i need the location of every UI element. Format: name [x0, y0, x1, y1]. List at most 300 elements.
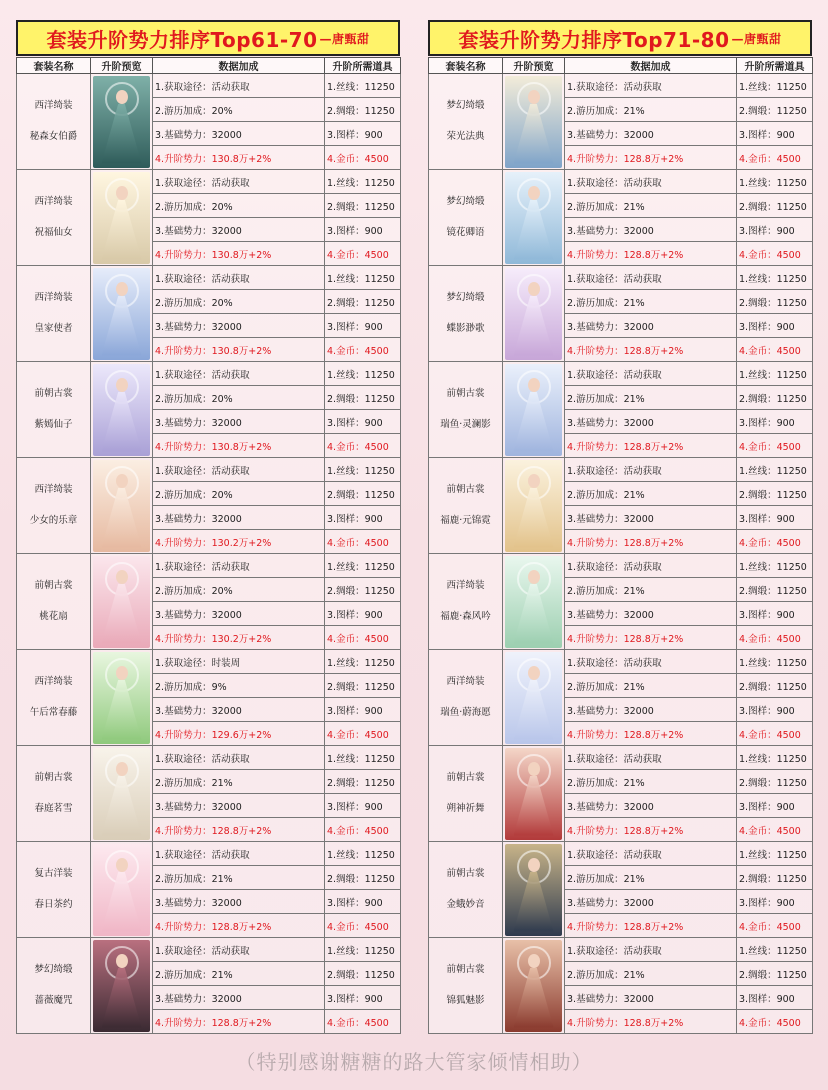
- left-title-main: 套装升阶势力排序Top61-70: [46, 27, 318, 52]
- bonus-cell: 3.基础势力：32000: [153, 890, 325, 914]
- table-row: [17, 938, 401, 962]
- bonus-cell: 1.获取途径：活动获取: [565, 170, 737, 194]
- item-cell: 2.绸缎：11250: [737, 866, 813, 890]
- footer-credit: （特别感谢糖糖的路大管家倾情相助）: [235, 1050, 593, 1074]
- suit-preview-image: [93, 652, 150, 744]
- suit-preview: [503, 362, 565, 458]
- bonus-cell: 2.游历加成：20%: [153, 482, 325, 506]
- item-cell: 2.绸缎：11250: [325, 290, 401, 314]
- suit-name: 瑞鱼·蔚海愿: [440, 706, 491, 718]
- item-cell: 2.绸缎：11250: [737, 194, 813, 218]
- bonus-cell: 3.基础势力：32000: [565, 506, 737, 530]
- suit-preview: [503, 74, 565, 170]
- table-row: [429, 266, 813, 290]
- bonus-cell: 2.游历加成：21%: [153, 770, 325, 794]
- item-cell: 3.图样：900: [325, 314, 401, 338]
- suit-preview: [503, 554, 565, 650]
- right-table: [428, 57, 813, 1034]
- suit-type: 前朝古裳: [34, 387, 73, 399]
- bonus-cell: 2.游历加成：20%: [153, 98, 325, 122]
- item-cell: 4.金币：4500: [737, 626, 813, 650]
- item-cell: 3.图样：900: [325, 602, 401, 626]
- suit-name: 春庭茗雪: [34, 802, 73, 814]
- item-cell: 1.丝线：11250: [325, 266, 401, 290]
- bonus-cell: 2.游历加成：21%: [565, 674, 737, 698]
- bonus-cell: 2.游历加成：9%: [153, 674, 325, 698]
- item-cell: 2.绸缎：11250: [325, 98, 401, 122]
- bonus-cell: 4.升阶势力：128.8万+2%: [153, 818, 325, 842]
- suit-type: 前朝古裳: [446, 963, 485, 975]
- bonus-cell: 4.升阶势力：128.8万+2%: [565, 338, 737, 362]
- suit-name: 皇家使者: [34, 322, 73, 334]
- suit-type: 前朝古裳: [34, 771, 73, 783]
- left-table-body: [17, 74, 401, 1034]
- item-cell: 3.图样：900: [325, 218, 401, 242]
- suit-type: 西洋绮装: [34, 483, 73, 495]
- suit-name: 朔神祈舞: [446, 802, 485, 814]
- suit-type: 复古洋装: [34, 867, 73, 879]
- item-cell: 3.图样：900: [737, 890, 813, 914]
- table-row: [17, 458, 401, 482]
- bonus-cell: 2.游历加成：20%: [153, 578, 325, 602]
- bonus-cell: 3.基础势力：32000: [565, 698, 737, 722]
- bonus-cell: 4.升阶势力：128.8万+2%: [565, 818, 737, 842]
- suit-preview: [91, 938, 153, 1034]
- item-cell: 2.绸缎：11250: [737, 770, 813, 794]
- bonus-cell: 4.升阶势力：130.2万+2%: [153, 626, 325, 650]
- bonus-cell: 2.游历加成：21%: [565, 578, 737, 602]
- suit-name: 桃花扇: [39, 610, 68, 622]
- item-cell: 1.丝线：11250: [325, 554, 401, 578]
- item-cell: 3.图样：900: [737, 218, 813, 242]
- suit-type: 西洋绮装: [34, 195, 73, 207]
- bonus-cell: 3.基础势力：32000: [565, 986, 737, 1010]
- bonus-cell: 3.基础势力：32000: [565, 410, 737, 434]
- suit-type: 梦幻绮缎: [446, 195, 485, 207]
- table-row: [17, 650, 401, 674]
- suit-name-cell: [429, 170, 503, 266]
- bonus-cell: 3.基础势力：32000: [565, 122, 737, 146]
- item-cell: 3.图样：900: [737, 794, 813, 818]
- suit-type: 前朝古裳: [446, 483, 485, 495]
- item-cell: 2.绸缎：11250: [737, 482, 813, 506]
- bonus-cell: 4.升阶势力：128.8万+2%: [565, 626, 737, 650]
- header-items: 升阶所需道具: [325, 58, 401, 74]
- item-cell: 1.丝线：11250: [325, 458, 401, 482]
- bonus-cell: 3.基础势力：32000: [565, 314, 737, 338]
- item-cell: 1.丝线：11250: [737, 170, 813, 194]
- suit-preview-image: [505, 76, 562, 168]
- item-cell: 4.金币：4500: [325, 338, 401, 362]
- item-cell: 2.绸缎：11250: [325, 674, 401, 698]
- suit-preview: [91, 74, 153, 170]
- left-title: [16, 20, 400, 56]
- suit-preview: [91, 746, 153, 842]
- bonus-cell: 1.获取途径：活动获取: [565, 554, 737, 578]
- bonus-cell: 1.获取途径：活动获取: [565, 362, 737, 386]
- table-row: [17, 362, 401, 386]
- bonus-cell: 4.升阶势力：130.2万+2%: [153, 530, 325, 554]
- item-cell: 4.金币：4500: [325, 146, 401, 170]
- table-row: [429, 746, 813, 770]
- suit-name: 锦狐魅影: [446, 994, 485, 1006]
- table-row: [17, 842, 401, 866]
- bonus-cell: 4.升阶势力：129.6万+2%: [153, 722, 325, 746]
- suit-preview-image: [505, 844, 562, 936]
- table-row: [429, 650, 813, 674]
- item-cell: 3.图样：900: [737, 314, 813, 338]
- suit-name: 荣光法典: [446, 130, 485, 142]
- item-cell: 4.金币：4500: [325, 434, 401, 458]
- suit-name-cell: [429, 266, 503, 362]
- suit-preview-image: [505, 364, 562, 456]
- bonus-cell: 1.获取途径：活动获取: [565, 266, 737, 290]
- suit-preview-image: [505, 172, 562, 264]
- left-title-author: —唐甄甜: [319, 31, 370, 46]
- item-cell: 1.丝线：11250: [325, 746, 401, 770]
- item-cell: 2.绸缎：11250: [737, 578, 813, 602]
- item-cell: 3.图样：900: [325, 410, 401, 434]
- item-cell: 4.金币：4500: [737, 434, 813, 458]
- suit-preview-image: [505, 556, 562, 648]
- item-cell: 1.丝线：11250: [325, 842, 401, 866]
- header-suit-name: 套装名称: [17, 58, 91, 74]
- item-cell: 1.丝线：11250: [737, 74, 813, 98]
- table-row: [429, 74, 813, 98]
- item-cell: 3.图样：900: [737, 122, 813, 146]
- item-cell: 3.图样：900: [325, 986, 401, 1010]
- table-row: [17, 746, 401, 770]
- bonus-cell: 4.升阶势力：128.8万+2%: [565, 1010, 737, 1034]
- suit-preview-image: [505, 748, 562, 840]
- bonus-cell: 2.游历加成：21%: [565, 866, 737, 890]
- item-cell: 4.金币：4500: [737, 242, 813, 266]
- item-cell: 2.绸缎：11250: [325, 770, 401, 794]
- header-data-bonus: 数据加成: [565, 58, 737, 74]
- item-cell: 2.绸缎：11250: [737, 674, 813, 698]
- bonus-cell: 1.获取途径：活动获取: [153, 554, 325, 578]
- suit-preview: [91, 650, 153, 746]
- bonus-cell: 2.游历加成：21%: [153, 866, 325, 890]
- item-cell: 2.绸缎：11250: [737, 962, 813, 986]
- item-cell: 2.绸缎：11250: [325, 386, 401, 410]
- bonus-cell: 1.获取途径：活动获取: [153, 842, 325, 866]
- suit-preview: [503, 170, 565, 266]
- item-cell: 3.图样：900: [737, 698, 813, 722]
- item-cell: 1.丝线：11250: [325, 170, 401, 194]
- item-cell: 3.图样：900: [325, 698, 401, 722]
- suit-preview: [503, 842, 565, 938]
- suit-preview: [503, 746, 565, 842]
- left-header-row: [17, 58, 401, 74]
- header-preview: 升阶预览: [503, 58, 565, 74]
- bonus-cell: 3.基础势力：32000: [153, 314, 325, 338]
- header-preview: 升阶预览: [91, 58, 153, 74]
- item-cell: 4.金币：4500: [737, 530, 813, 554]
- suit-preview-image: [505, 940, 562, 1032]
- suit-name-cell: [429, 746, 503, 842]
- suit-name: 瑞鱼·灵澜影: [440, 418, 491, 430]
- item-cell: 1.丝线：11250: [737, 362, 813, 386]
- item-cell: 1.丝线：11250: [325, 650, 401, 674]
- item-cell: 3.图样：900: [737, 410, 813, 434]
- suit-name-cell: [429, 458, 503, 554]
- bonus-cell: 1.获取途径：活动获取: [153, 266, 325, 290]
- suit-name-cell: [17, 266, 91, 362]
- item-cell: 4.金币：4500: [737, 1010, 813, 1034]
- suit-type: 西洋绮装: [446, 579, 485, 591]
- item-cell: 4.金币：4500: [325, 1010, 401, 1034]
- right-panel: [428, 20, 812, 1034]
- suit-type: 西洋绮装: [446, 675, 485, 687]
- item-cell: 4.金币：4500: [325, 242, 401, 266]
- item-cell: 1.丝线：11250: [737, 746, 813, 770]
- suit-preview: [91, 554, 153, 650]
- item-cell: 1.丝线：11250: [325, 74, 401, 98]
- item-cell: 4.金币：4500: [325, 914, 401, 938]
- item-cell: 4.金币：4500: [325, 722, 401, 746]
- item-cell: 1.丝线：11250: [737, 650, 813, 674]
- suit-name-cell: [17, 458, 91, 554]
- item-cell: 2.绸缎：11250: [325, 962, 401, 986]
- suit-name-cell: [17, 554, 91, 650]
- bonus-cell: 4.升阶势力：128.8万+2%: [565, 434, 737, 458]
- item-cell: 1.丝线：11250: [737, 554, 813, 578]
- suit-name: 蝶影渺歌: [446, 322, 485, 334]
- left-table: [16, 57, 401, 1034]
- bonus-cell: 4.升阶势力：128.8万+2%: [565, 722, 737, 746]
- item-cell: 1.丝线：11250: [325, 938, 401, 962]
- suit-name: 镜花卿语: [446, 226, 485, 238]
- suit-preview-image: [93, 556, 150, 648]
- item-cell: 2.绸缎：11250: [325, 578, 401, 602]
- suit-preview: [91, 170, 153, 266]
- item-cell: 2.绸缎：11250: [325, 866, 401, 890]
- item-cell: 2.绸缎：11250: [737, 98, 813, 122]
- suit-type: 前朝古裳: [446, 771, 485, 783]
- suit-preview-image: [93, 844, 150, 936]
- item-cell: 3.图样：900: [737, 602, 813, 626]
- bonus-cell: 2.游历加成：20%: [153, 386, 325, 410]
- item-cell: 2.绸缎：11250: [325, 482, 401, 506]
- table-row: [17, 74, 401, 98]
- item-cell: 4.金币：4500: [325, 530, 401, 554]
- right-table-body: [429, 74, 813, 1034]
- table-row: [429, 938, 813, 962]
- suit-preview: [503, 266, 565, 362]
- bonus-cell: 1.获取途径：活动获取: [153, 362, 325, 386]
- bonus-cell: 1.获取途径：活动获取: [565, 938, 737, 962]
- suit-name-cell: [429, 842, 503, 938]
- item-cell: 3.图样：900: [325, 794, 401, 818]
- bonus-cell: 3.基础势力：32000: [153, 410, 325, 434]
- table-row: [429, 362, 813, 386]
- suit-type: 梦幻绮缎: [34, 963, 73, 975]
- item-cell: 4.金币：4500: [737, 914, 813, 938]
- bonus-cell: 4.升阶势力：130.8万+2%: [153, 242, 325, 266]
- suit-name: 春日茶约: [34, 898, 73, 910]
- suit-type: 西洋绮装: [34, 291, 73, 303]
- suit-preview-image: [505, 460, 562, 552]
- bonus-cell: 1.获取途径：活动获取: [565, 650, 737, 674]
- bonus-cell: 3.基础势力：32000: [153, 602, 325, 626]
- bonus-cell: 2.游历加成：21%: [565, 98, 737, 122]
- right-header-row: [429, 58, 813, 74]
- bonus-cell: 4.升阶势力：128.8万+2%: [565, 146, 737, 170]
- suit-preview: [503, 458, 565, 554]
- bonus-cell: 2.游历加成：21%: [565, 770, 737, 794]
- suit-type: 西洋绮装: [34, 99, 73, 111]
- item-cell: 3.图样：900: [325, 122, 401, 146]
- bonus-cell: 3.基础势力：32000: [153, 218, 325, 242]
- bonus-cell: 3.基础势力：32000: [565, 890, 737, 914]
- suit-name-cell: [17, 746, 91, 842]
- header-items: 升阶所需道具: [737, 58, 813, 74]
- suit-type: 前朝古裳: [34, 579, 73, 591]
- right-title: [428, 20, 812, 56]
- item-cell: 4.金币：4500: [325, 818, 401, 842]
- bonus-cell: 3.基础势力：32000: [565, 794, 737, 818]
- bonus-cell: 2.游历加成：20%: [153, 290, 325, 314]
- item-cell: 3.图样：900: [737, 986, 813, 1010]
- suit-preview: [91, 458, 153, 554]
- bonus-cell: 1.获取途径：时装周: [153, 650, 325, 674]
- bonus-cell: 2.游历加成：21%: [565, 962, 737, 986]
- suit-name: 金蛾妙音: [446, 898, 485, 910]
- table-row: [17, 266, 401, 290]
- bonus-cell: 4.升阶势力：128.8万+2%: [153, 914, 325, 938]
- bonus-cell: 1.获取途径：活动获取: [153, 938, 325, 962]
- suit-preview-image: [505, 268, 562, 360]
- bonus-cell: 2.游历加成：21%: [565, 386, 737, 410]
- suit-preview-image: [93, 460, 150, 552]
- item-cell: 3.图样：900: [325, 506, 401, 530]
- suit-name-cell: [17, 938, 91, 1034]
- suit-name-cell: [429, 74, 503, 170]
- item-cell: 1.丝线：11250: [737, 842, 813, 866]
- item-cell: 2.绸缎：11250: [325, 194, 401, 218]
- table-row: [17, 554, 401, 578]
- suit-preview-image: [93, 76, 150, 168]
- bonus-cell: 4.升阶势力：128.8万+2%: [565, 914, 737, 938]
- bonus-cell: 2.游历加成：21%: [153, 962, 325, 986]
- suit-preview: [91, 362, 153, 458]
- suit-name-cell: [429, 938, 503, 1034]
- table-row: [429, 170, 813, 194]
- item-cell: 3.图样：900: [737, 506, 813, 530]
- table-row: [17, 170, 401, 194]
- suit-name: 秘森女伯爵: [29, 130, 78, 142]
- bonus-cell: 4.升阶势力：130.8万+2%: [153, 146, 325, 170]
- bonus-cell: 1.获取途径：活动获取: [153, 74, 325, 98]
- bonus-cell: 1.获取途径：活动获取: [153, 170, 325, 194]
- suit-name: 午后常春藤: [29, 706, 78, 718]
- right-title-main: 套装升阶势力排序Top71-80: [458, 27, 730, 52]
- suit-type: 前朝古裳: [446, 867, 485, 879]
- bonus-cell: 3.基础势力：32000: [153, 506, 325, 530]
- header-suit-name: 套装名称: [429, 58, 503, 74]
- table-row: [429, 554, 813, 578]
- suit-preview: [503, 650, 565, 746]
- suit-preview-image: [93, 268, 150, 360]
- suit-name: 祝福仙女: [34, 226, 73, 238]
- suit-name: 紫嫣仙子: [34, 418, 73, 430]
- item-cell: 4.金币：4500: [737, 338, 813, 362]
- suit-name-cell: [429, 362, 503, 458]
- item-cell: 1.丝线：11250: [737, 458, 813, 482]
- header-data-bonus: 数据加成: [153, 58, 325, 74]
- bonus-cell: 4.升阶势力：128.8万+2%: [565, 530, 737, 554]
- item-cell: 4.金币：4500: [737, 818, 813, 842]
- item-cell: 2.绸缎：11250: [737, 386, 813, 410]
- bonus-cell: 4.升阶势力：128.8万+2%: [153, 1010, 325, 1034]
- suit-preview-image: [505, 652, 562, 744]
- item-cell: 1.丝线：11250: [325, 362, 401, 386]
- suit-preview-image: [93, 172, 150, 264]
- item-cell: 4.金币：4500: [737, 146, 813, 170]
- suit-type: 西洋绮装: [34, 675, 73, 687]
- table-row: [429, 842, 813, 866]
- suit-name-cell: [17, 74, 91, 170]
- item-cell: 3.图样：900: [325, 890, 401, 914]
- bonus-cell: 2.游历加成：20%: [153, 194, 325, 218]
- suit-preview: [91, 842, 153, 938]
- suit-name: 少女的乐章: [29, 514, 78, 526]
- suit-name: 蔷薇魔咒: [34, 994, 73, 1006]
- bonus-cell: 4.升阶势力：130.8万+2%: [153, 434, 325, 458]
- suit-preview: [503, 938, 565, 1034]
- table-row: [429, 458, 813, 482]
- bonus-cell: 1.获取途径：活动获取: [153, 458, 325, 482]
- item-cell: 1.丝线：11250: [737, 266, 813, 290]
- bonus-cell: 1.获取途径：活动获取: [565, 842, 737, 866]
- suit-preview-image: [93, 748, 150, 840]
- suit-name: 福鹿·元锦霓: [440, 514, 491, 526]
- suit-name-cell: [17, 650, 91, 746]
- bonus-cell: 3.基础势力：32000: [153, 986, 325, 1010]
- suit-name-cell: [429, 554, 503, 650]
- bonus-cell: 3.基础势力：32000: [153, 698, 325, 722]
- item-cell: 4.金币：4500: [325, 626, 401, 650]
- bonus-cell: 2.游历加成：21%: [565, 194, 737, 218]
- bonus-cell: 2.游历加成：21%: [565, 482, 737, 506]
- suit-name-cell: [429, 650, 503, 746]
- bonus-cell: 3.基础势力：32000: [565, 218, 737, 242]
- suit-preview-image: [93, 364, 150, 456]
- bonus-cell: 1.获取途径：活动获取: [565, 458, 737, 482]
- bonus-cell: 4.升阶势力：130.8万+2%: [153, 338, 325, 362]
- suit-preview: [91, 266, 153, 362]
- bonus-cell: 2.游历加成：21%: [565, 290, 737, 314]
- item-cell: 2.绸缎：11250: [737, 290, 813, 314]
- item-cell: 1.丝线：11250: [737, 938, 813, 962]
- bonus-cell: 1.获取途径：活动获取: [565, 746, 737, 770]
- bonus-cell: 4.升阶势力：128.8万+2%: [565, 242, 737, 266]
- item-cell: 4.金币：4500: [737, 722, 813, 746]
- suit-type: 梦幻绮缎: [446, 291, 485, 303]
- bonus-cell: 3.基础势力：32000: [565, 602, 737, 626]
- suit-type: 前朝古裳: [446, 387, 485, 399]
- suit-name-cell: [17, 170, 91, 266]
- right-title-author: —唐甄甜: [731, 31, 782, 46]
- suit-name: 福鹿·森风吟: [440, 610, 491, 622]
- left-panel: [16, 20, 400, 1034]
- bonus-cell: 1.获取途径：活动获取: [153, 746, 325, 770]
- bonus-cell: 1.获取途径：活动获取: [565, 74, 737, 98]
- bonus-cell: 3.基础势力：32000: [153, 122, 325, 146]
- suit-preview-image: [93, 940, 150, 1032]
- bonus-cell: 3.基础势力：32000: [153, 794, 325, 818]
